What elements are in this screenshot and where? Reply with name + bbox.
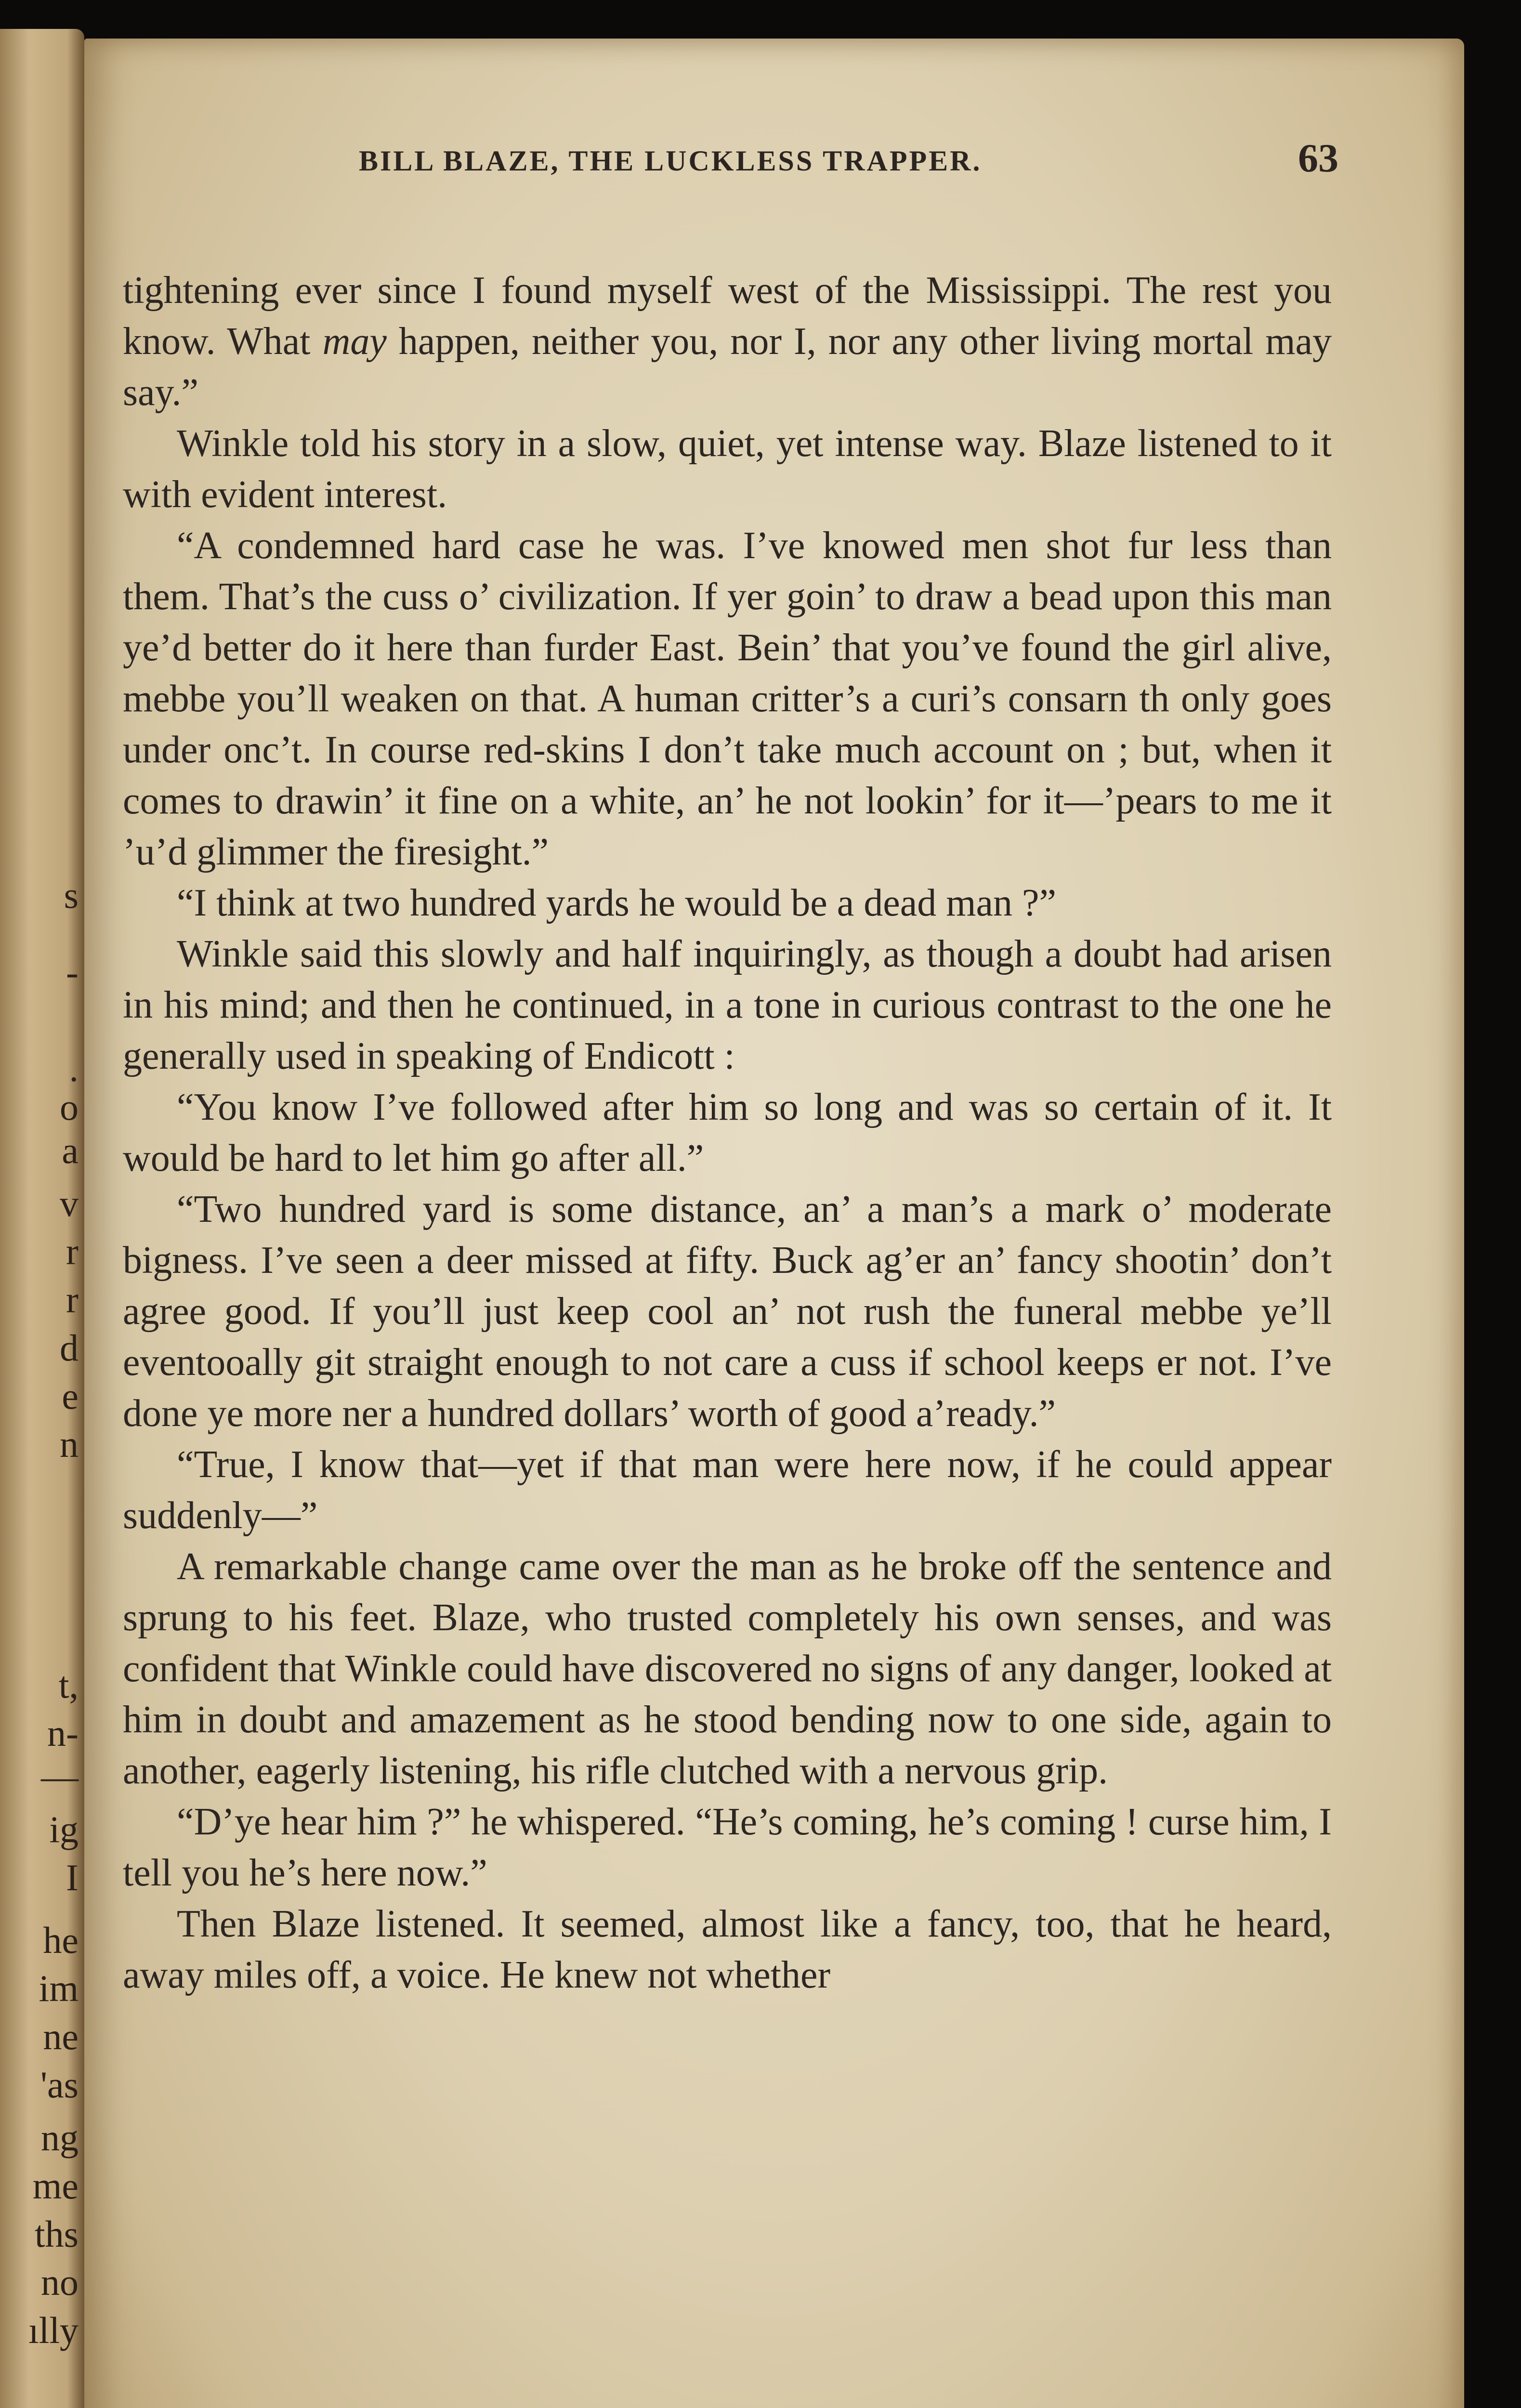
previous-page-fragment: n- [47,1712,79,1754]
text-run: Winkle said this slowly and half inquiringly, as though a doubt had arisen in his mind; and then he continued, in a tone in curious contrast to the one he generally used in speaking of Endicott : [123,933,1332,1077]
text-run: “A condemned hard case he was. I’ve knowed men shot fur less than them. That’s the cuss o’ civilization. If yer goin’ to draw a bead upon this man ye’d better do it here than furder East. Bein’ that you’ve found the girl alive, mebbe you’ll weaken on that. A human critter’s a curi’s consarn th only goes under onc’t. In course red-skins I don’t take much account on ; but, when it comes to drawin’ it fine on a white, an’ he not lookin’ for it—’pears to me it ’u’d glimmer the firesight.” [123,524,1332,873]
paragraph [123,1082,1332,1184]
running-title: BILL BLAZE, THE LUCKLESS TRAPPER. [359,145,982,177]
previous-page-fragment: t, [58,1664,79,1706]
text-run: “Two hundred yard is some distance, an’ a man’s a mark o’ moderate bigness. I’ve seen a deer missed at fifty. Buck ag’er an’ fancy shootin’ don’t agree good. If you’ll just keep cool an’ not rush the funeral mebbe ye’ll eventooally git straight enough to not care a cuss if school keeps er not. I’ve done ye more ner a hundred dollars’ worth of good a’ready.” [123,1188,1332,1435]
previous-page-fragment: 'as [40,2064,79,2106]
previous-page-fragment: r [66,1230,79,1272]
previous-page-fragment: r [66,1279,79,1321]
text-run: happen, neither you, nor I, nor any other living mortal may say.” [123,320,1332,414]
paragraph [123,877,1332,929]
book-page [84,39,1464,2408]
previous-page-fragment: d [60,1327,79,1369]
previous-page-fragment: a [62,1129,79,1171]
previous-page-fragment: ılly [28,2309,79,2351]
page-header [84,135,1464,183]
previous-page-fragment: im [39,1967,79,2009]
text-run: “D’ye hear him ?” he whispered. “He’s coming, he’s coming ! curse him, I tell you he’s here now.” [123,1801,1332,1894]
previous-page-fragment: ng [41,2117,79,2159]
text-run: tightening ever since I found myself west of the Mississippi. The rest you know. What [123,269,1332,363]
paragraph [123,1184,1332,1439]
previous-page-fragment: s [64,874,79,916]
previous-page-edge [0,29,84,2408]
previous-page-fragment: n [60,1423,79,1465]
text-run: “You know I’ve followed after him so long and was so certain of it. It would be hard to let him go after all.” [123,1086,1332,1179]
text-run: A remarkable change came over the man as he broke off the sentence and sprung to his feet. Blaze, who trusted completely his own senses, and was confident that Winkle could have discovered no signs of any danger, looked at him in doubt and amazement as he stood bending now to one side, again to another, eagerly listening, his rifle clutched with a nervous grip. [123,1545,1332,1792]
previous-page-fragment: me [32,2165,79,2207]
previous-page-fragment: he [43,1919,79,1961]
previous-page-fragment: . [69,1047,79,1089]
paragraph [123,1439,1332,1541]
paragraph [123,1796,1332,1898]
paragraph [123,1541,1332,1796]
text-run: “I think at two hundred yards he would be a dead man ?” [177,882,1057,924]
paragraph [123,418,1332,520]
body-text [123,265,1332,2001]
previous-page-fragment: I [66,1857,79,1898]
paragraph [123,1898,1332,2001]
previous-page-fragment: ig [49,1808,79,1850]
italic-text: may [322,320,387,363]
text-run: Winkle told his story in a slow, quiet, yet intense way. Blaze listened to it with evident interest. [123,422,1332,516]
paragraph [123,265,1332,418]
previous-page-fragment: e [62,1375,79,1417]
previous-page-fragment: v [60,1182,79,1224]
text-run: “True, I know that—yet if that man were here now, if he could appear suddenly—” [123,1443,1332,1537]
previous-page-fragment: no [41,2261,79,2303]
previous-page-fragment: o [60,1086,79,1128]
paragraph [123,929,1332,1082]
previous-page-fragment: - [66,951,79,993]
page-number: 63 [1298,136,1338,181]
paragraph [123,520,1332,877]
previous-page-fragment: — [41,1755,79,1797]
previous-page-fragment: ne [43,2015,79,2057]
previous-page-fragment: ths [34,2213,79,2255]
text-run: Then Blaze listened. It seemed, almost like a fancy, too, that he heard, away miles off, a voice. He knew not whether [123,1903,1332,1996]
